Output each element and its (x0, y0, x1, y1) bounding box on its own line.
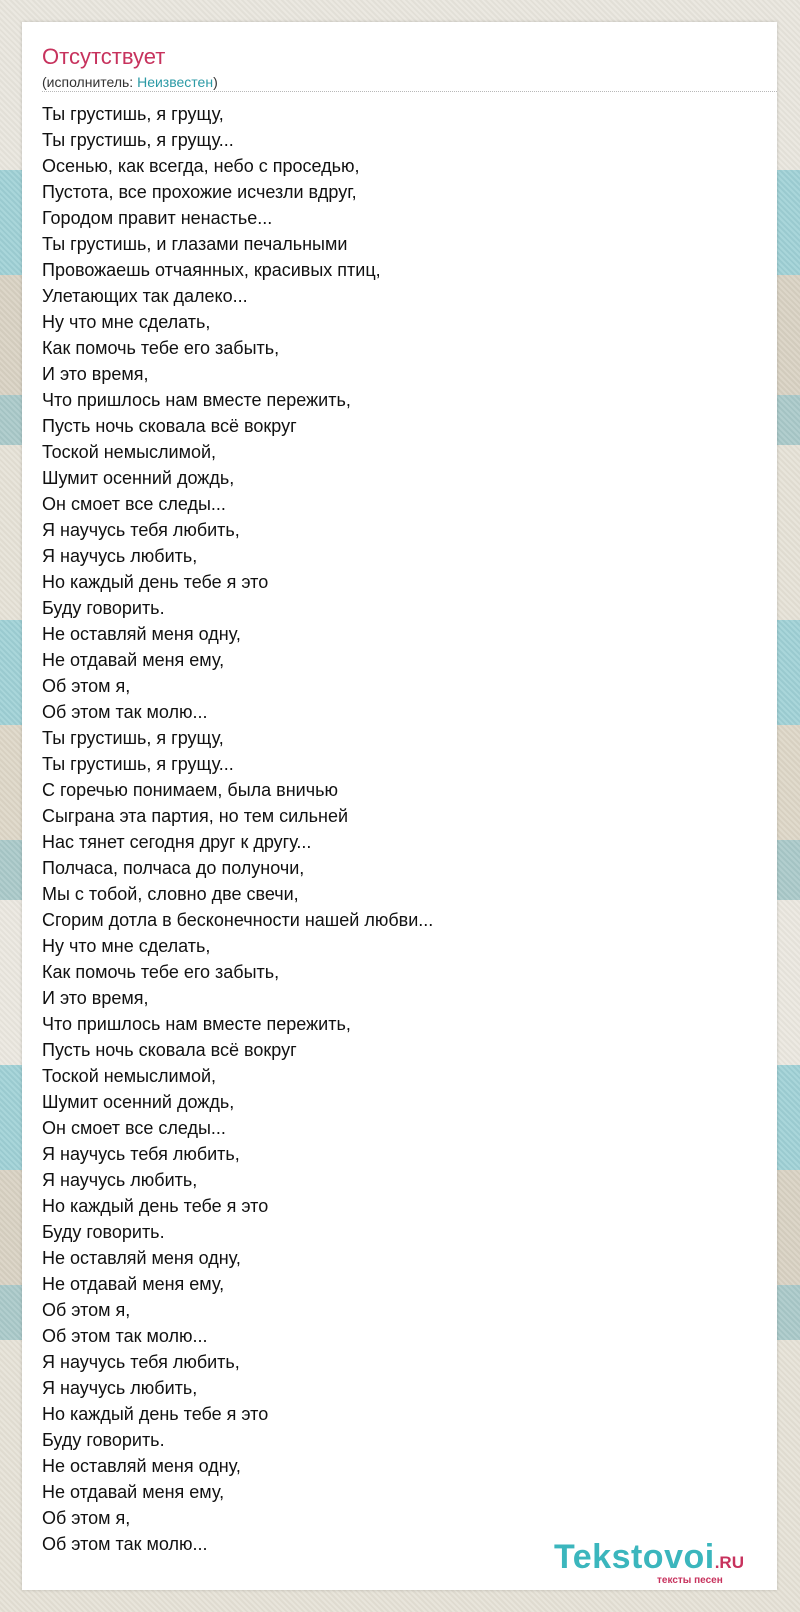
performer-link[interactable]: Неизвестен (137, 74, 214, 90)
lyrics-text (42, 101, 433, 1557)
lyric-line: Улетающих так далеко... (42, 286, 248, 306)
lyric-line: Пусть ночь сковала всё вокруг (42, 1040, 297, 1060)
lyric-line: С горечью понимаем, была вничью (42, 780, 338, 800)
lyric-line: Как помочь тебе его забыть, (42, 962, 280, 982)
lyric-line: Ну что мне сделать, (42, 936, 211, 956)
performer-line (42, 73, 218, 91)
lyric-line: Нас тянет сегодня друг к другу... (42, 832, 312, 852)
lyric-line: Об этом так молю... (42, 702, 208, 722)
lyric-line: Пусть ночь сковала всё вокруг (42, 416, 297, 436)
lyric-line: Ты грустишь, я грущу... (42, 754, 234, 774)
lyric-line: Не оставляй меня одну, (42, 624, 241, 644)
lyric-line: Сгорим дотла в бесконечности нашей любви... (42, 910, 434, 930)
lyric-line: Я научусь любить, (42, 546, 198, 566)
lyric-line: Он смоет все следы... (42, 494, 226, 514)
lyric-line: Пустота, все прохожие исчезли вдруг, (42, 182, 357, 202)
lyric-line: Но каждый день тебе я это (42, 572, 269, 592)
title-divider (42, 91, 777, 92)
lyric-line: Буду говорить. (42, 1222, 165, 1242)
lyric-line: Но каждый день тебе я это (42, 1404, 269, 1424)
lyric-line: Ну что мне сделать, (42, 312, 211, 332)
lyric-line: Буду говорить. (42, 1430, 165, 1450)
lyric-line: Мы с тобой, словно две свечи, (42, 884, 299, 904)
lyric-line: Что пришлось нам вместе пережить, (42, 390, 351, 410)
lyric-line: Ты грустишь, я грущу, (42, 104, 224, 124)
logo-tagline: тексты песен (657, 1575, 723, 1586)
lyric-line: Городом правит ненастье... (42, 208, 273, 228)
lyric-line: Тоской немыслимой, (42, 1066, 217, 1086)
lyric-line: Не отдавай меня ему, (42, 1274, 225, 1294)
lyric-line: Я научусь тебя любить, (42, 520, 240, 540)
song-title: Отсутствует (42, 44, 166, 69)
lyric-line: Провожаешь отчаянных, красивых птиц, (42, 260, 381, 280)
logo-main: Tekstovoi (554, 1538, 715, 1576)
lyric-line: Как помочь тебе его забыть, (42, 338, 280, 358)
lyric-line: Не отдавай меня ему, (42, 650, 225, 670)
lyric-line: Я научусь тебя любить, (42, 1144, 240, 1164)
lyric-line: Шумит осенний дождь, (42, 1092, 235, 1112)
lyric-line: Ты грустишь, и глазами печальными (42, 234, 348, 254)
lyric-line: Не оставляй меня одну, (42, 1248, 241, 1268)
lyric-line: Об этом так молю... (42, 1534, 208, 1554)
lyric-line: Я научусь любить, (42, 1378, 198, 1398)
lyric-line: Но каждый день тебе я это (42, 1196, 269, 1216)
lyric-line: Он смоет все следы... (42, 1118, 226, 1138)
site-logo[interactable] (554, 1540, 744, 1580)
lyric-line: Что пришлось нам вместе пережить, (42, 1014, 351, 1034)
lyric-line: Я научусь любить, (42, 1170, 198, 1190)
lyric-line: Сыграна эта партия, но тем сильней (42, 806, 349, 826)
lyrics-card (22, 22, 777, 1590)
lyric-line: Об этом я, (42, 1508, 131, 1528)
lyric-line: Об этом я, (42, 676, 131, 696)
lyric-line: Осенью, как всегда, небо с проседью, (42, 156, 360, 176)
lyric-line: Об этом так молю... (42, 1326, 208, 1346)
lyric-line: Шумит осенний дождь, (42, 468, 235, 488)
lyric-line: Я научусь тебя любить, (42, 1352, 240, 1372)
lyric-line: И это время, (42, 364, 149, 384)
lyric-line: Не оставляй меня одну, (42, 1456, 241, 1476)
lyric-line: Полчаса, полчаса до полуночи, (42, 858, 305, 878)
lyric-line: Об этом я, (42, 1300, 131, 1320)
lyric-line: Тоской немыслимой, (42, 442, 217, 462)
lyric-line: И это время, (42, 988, 149, 1008)
lyric-line: Ты грустишь, я грущу... (42, 130, 234, 150)
performer-suffix: ) (213, 74, 218, 90)
lyric-line: Ты грустишь, я грущу, (42, 728, 224, 748)
lyric-line: Не отдавай меня ему, (42, 1482, 225, 1502)
performer-prefix: (исполнитель: (42, 74, 138, 90)
lyric-line: Буду говорить. (42, 598, 165, 618)
logo-suffix: .RU (714, 1553, 744, 1572)
